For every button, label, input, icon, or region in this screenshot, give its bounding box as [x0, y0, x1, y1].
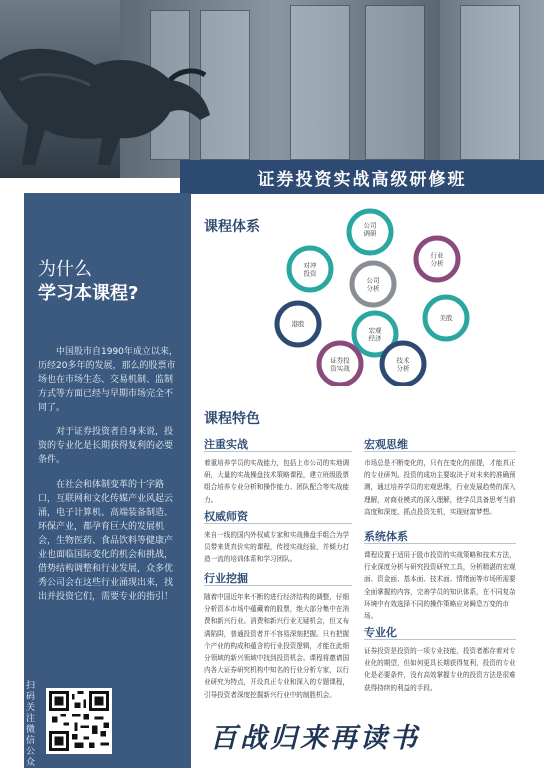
calligraphy-slogan: 百战归来再读书	[210, 723, 420, 754]
qr-code-icon	[49, 691, 109, 751]
feature-heading: 系统体系	[364, 530, 408, 543]
qr-caption: 扫码关注微信公众	[26, 681, 36, 768]
why-heading-line2: 学习本课程?	[38, 283, 139, 304]
node-technical-analysis	[382, 343, 424, 385]
node-hedge-investing	[289, 248, 331, 290]
node-us-stocks	[425, 297, 467, 339]
svg-text:证券投资实战: 证券投资实战	[330, 356, 350, 373]
wechat-qr-code[interactable]	[46, 688, 112, 754]
intro-paragraph: 对于证券投资者自身来说，投资的专业化是长期获得复利的必要条件。	[38, 427, 174, 465]
svg-text:公司调研: 公司调研	[363, 221, 377, 238]
feature-heading: 宏观思维	[364, 438, 408, 451]
feature-body: 证券投资是投资的一项专业技能，投资者都存着对专业化的期望，但如何更具长期获得复利，投资的专业化是必要条件，没有高效掌握专业的投资方法是很难获得持续的利益的手段。	[364, 647, 516, 692]
course-system-title: 课程体系	[204, 219, 260, 235]
svg-text:港股: 港股	[291, 320, 305, 328]
course-title-banner: 证券投资实战高级研修班	[180, 160, 544, 194]
window-grid	[365, 5, 425, 160]
course-system-diagram	[270, 206, 470, 386]
node-company-research	[349, 211, 391, 253]
feature-body: 课程设置于适用于股市投资的实战策略和技术方法，行业深度分析与研究投资研究工具，分析精湛的宏观面、资金面、基本面、技术面、情绪面等市场所需要全面掌握的内容，完善学员的知识体系，在不同复杂环境中有效选择不同的操作策略应对瞬息万变的市场。	[364, 551, 516, 621]
node-securities-practice	[319, 343, 361, 385]
intro-paragraph: 在社会和体制变革的十字路口，互联网和文化传媒产业风起云涌，电子计算机、高端装备制造、环保产业，都孕育巨大的发展机会，生物医药、食品饮料等健康产业也面临国际变化的机会和挑战，借势结构调整和行业发展，众多优秀公司会在这些行业涌现出来，找出并投资它们，需要专业的指引！	[38, 480, 174, 602]
divider	[364, 639, 516, 640]
svg-text:美股: 美股	[439, 314, 453, 322]
svg-text:对冲投资: 对冲投资	[303, 261, 317, 278]
bull-statue-icon	[0, 20, 220, 170]
feature-body: 市场总是不断变化的，只有在变化的前提，才能真正的专业研判。投资的成功主要取决于对未来的准确预测，通过培养学员的宏观思维，行业发展趋势的深入理解，对商业模式的深入理解，使学员具备思考当前高度和深度，抓点投资先机，实现财富梦想。	[364, 459, 516, 516]
feature-heading: 注重实战	[204, 438, 248, 451]
feature-heading: 专业化	[364, 626, 397, 639]
feature-heading: 权威师资	[204, 510, 248, 523]
svg-text:公司分析: 公司分析	[366, 276, 380, 293]
node-hk-stocks	[277, 303, 319, 345]
svg-text:行业分析: 行业分析	[430, 251, 444, 268]
divider	[204, 585, 352, 586]
left-panel	[24, 193, 191, 768]
feature-body: 随着中国近年来不断的进行经济结构的调整，仔细分析资本市场中蕴藏着的股票，绝大部分集中在消费和新兴行业。消费和新兴行业无疑机会，但又布满陷阱，普通投资者并不容易深刻把握。只有把握个产业的构成和蕴含的行业投资逻辑，才能在此细分领域的新兴领域中找到投资机会。课程将邀请国内各大证券研究机构中知名的行业分析专家，以行业研究为特点，开设真正专业和深入的专题课程，引导投资者深度挖掘新兴行业中的制胜机会。	[204, 593, 350, 699]
intro-paragraph: 中国股市自1990年成立以来，历经20多年的发展，那么的股票市场也在市场生态、交易机制、监制方式等方面已经与早期市场完全不同了。	[38, 347, 178, 413]
course-features-title: 课程特色	[204, 411, 260, 427]
divider	[364, 543, 516, 544]
why-heading-line1: 为什么	[38, 259, 92, 280]
divider	[204, 451, 352, 452]
window-grid	[290, 5, 350, 160]
divider	[204, 523, 352, 524]
feature-heading: 行业挖掘	[204, 572, 248, 585]
svg-text:宏观经济: 宏观经济	[368, 326, 382, 343]
feature-body: 着重培养学员的实战能力，包括上市公司的实地调研，大量的实战操盘技术策略课程，建立班级股票组合培养专业分析和操作能力、团队配合等实战能力。	[204, 459, 350, 504]
node-industry-analysis	[416, 238, 458, 280]
hero-photo	[0, 0, 544, 178]
node-company-analysis	[352, 263, 394, 305]
feature-body: 来自一线的国内外权威专家和实战操盘手组合为学员带来货真价实的课程，传授实战经验，并倾力打造一流的培训体系和学习团队。	[204, 531, 350, 564]
window-grid	[460, 5, 520, 160]
divider	[364, 451, 516, 452]
svg-text:技术分析: 技术分析	[396, 356, 410, 373]
